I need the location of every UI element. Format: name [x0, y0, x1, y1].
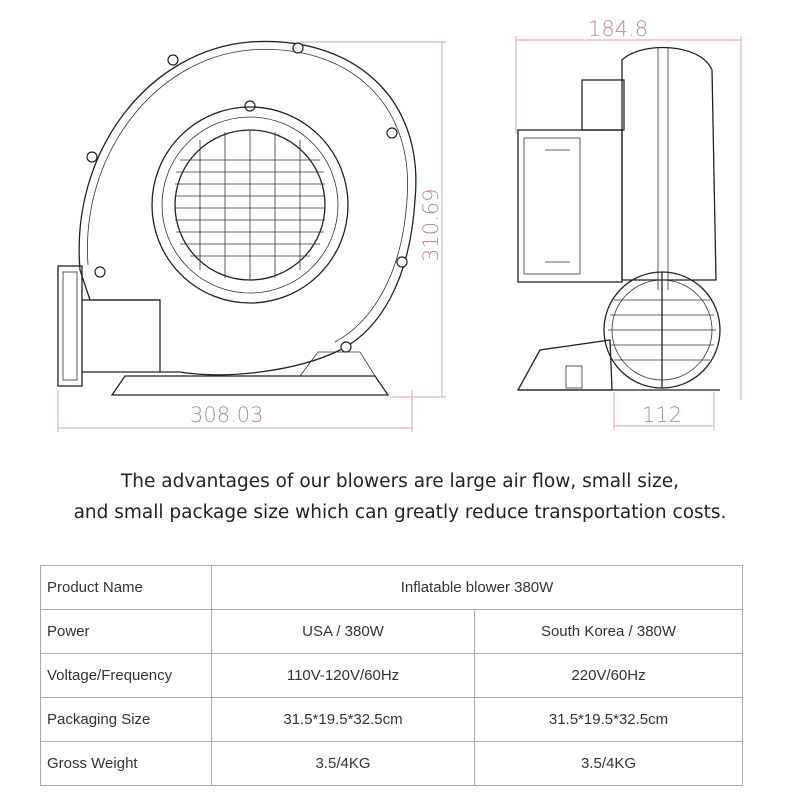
- product-caption: [0, 466, 800, 528]
- row-label-voltage: Voltage/Frequency: [41, 654, 212, 698]
- table-row: [41, 566, 743, 610]
- packaging-korea-value: 31.5*19.5*32.5cm: [475, 698, 743, 742]
- row-label-weight: Gross Weight: [41, 742, 212, 786]
- weight-usa-value: 3.5/4KG: [212, 742, 475, 786]
- power-usa-value: USA / 380W: [212, 610, 475, 654]
- power-korea-value: South Korea / 380W: [475, 610, 743, 654]
- height-dimension-label: 310.69: [419, 188, 443, 262]
- table-row: [41, 742, 743, 786]
- table-row: [41, 610, 743, 654]
- depth-top-dimension-label: 184.8: [588, 17, 649, 41]
- packaging-usa-value: 31.5*19.5*32.5cm: [212, 698, 475, 742]
- table-row: [41, 698, 743, 742]
- spec-table: [40, 565, 743, 786]
- table-row: [41, 654, 743, 698]
- row-label-product-name: Product Name: [41, 566, 212, 610]
- blower-side-view: [518, 48, 720, 390]
- product-name-value: Inflatable blower 380W: [212, 566, 743, 610]
- voltage-usa-value: 110V-120V/60Hz: [212, 654, 475, 698]
- voltage-korea-value: 220V/60Hz: [475, 654, 743, 698]
- row-label-power: Power: [41, 610, 212, 654]
- depth-bottom-dimension-label: 112: [642, 403, 683, 427]
- weight-korea-value: 3.5/4KG: [475, 742, 743, 786]
- caption-line-2: and small package size which can greatly reduce transportation costs.: [73, 502, 727, 523]
- row-label-packaging: Packaging Size: [41, 698, 212, 742]
- caption-line-1: The advantages of our blowers are large air flow, small size,: [121, 471, 679, 492]
- width-dimension-label: 308.03: [190, 403, 264, 427]
- blower-front-view: [58, 41, 416, 395]
